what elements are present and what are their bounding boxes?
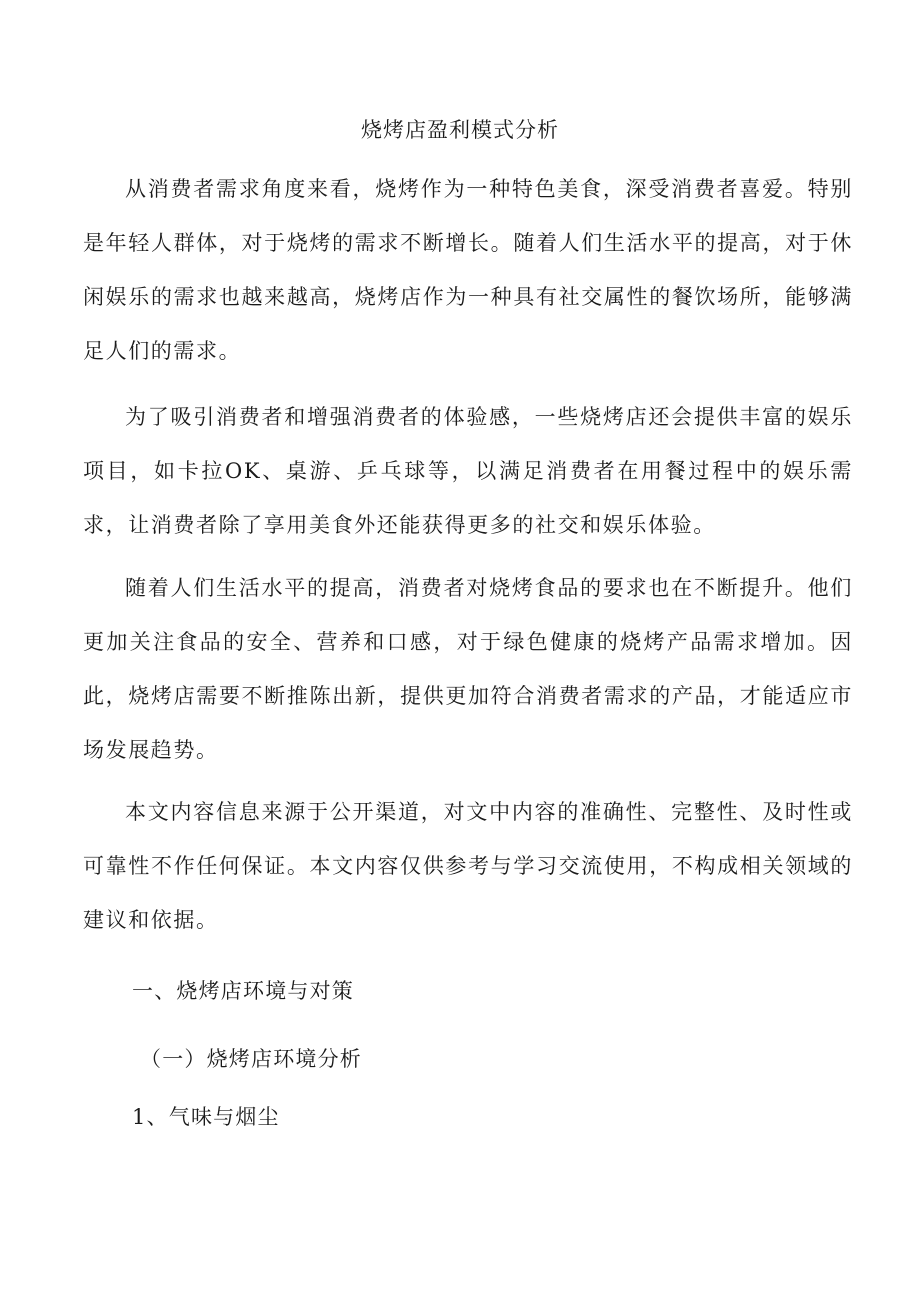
paragraph-consumer-demand: 从消费者需求角度来看，烧烤作为一种特色美食，深受消费者喜爱。特别是年轻人群体，对于烧烤的需求不断增长。随着人们生活水平的提高，对于休闲娱乐的需求也越来越高，烧烤店作为一种具有社交属性的餐饮场所，能够满足人们的需求。 (83, 177, 853, 363)
paragraph-entertainment: 为了吸引消费者和增强消费者的体验感，一些烧烤店还会提供丰富的娱乐项目，如卡拉OK、桌游、乒乓球等，以满足消费者在用餐过程中的娱乐需求，让消费者除了享用美食外还能获得更多的社交和娱乐体验。 (83, 405, 853, 537)
paragraph-disclaimer: 本文内容信息来源于公开渠道，对文中内容的准确性、完整性、及时性或可靠性不作任何保证。本文内容仅供参考与学习交流使用，不构成相关领域的建议和依据。 (83, 800, 853, 932)
document-title: 烧烤店盈利模式分析 (361, 118, 559, 142)
subsection-heading: （一）烧烤店环境分析 (140, 1047, 362, 1071)
paragraph-food-quality: 随着人们生活水平的提高，消费者对烧烤食品的要求也在不断提升。他们更加关注食品的安全、营养和口感，对于绿色健康的烧烤产品需求增加。因此，烧烤店需要不断推陈出新，提供更加符合消费者需求的产品，才能适应市场发展趋势。 (83, 576, 853, 762)
item-heading: 1、气味与烟尘 (132, 1105, 280, 1129)
section-heading: 一、烧烤店环境与对策 (132, 979, 354, 1003)
